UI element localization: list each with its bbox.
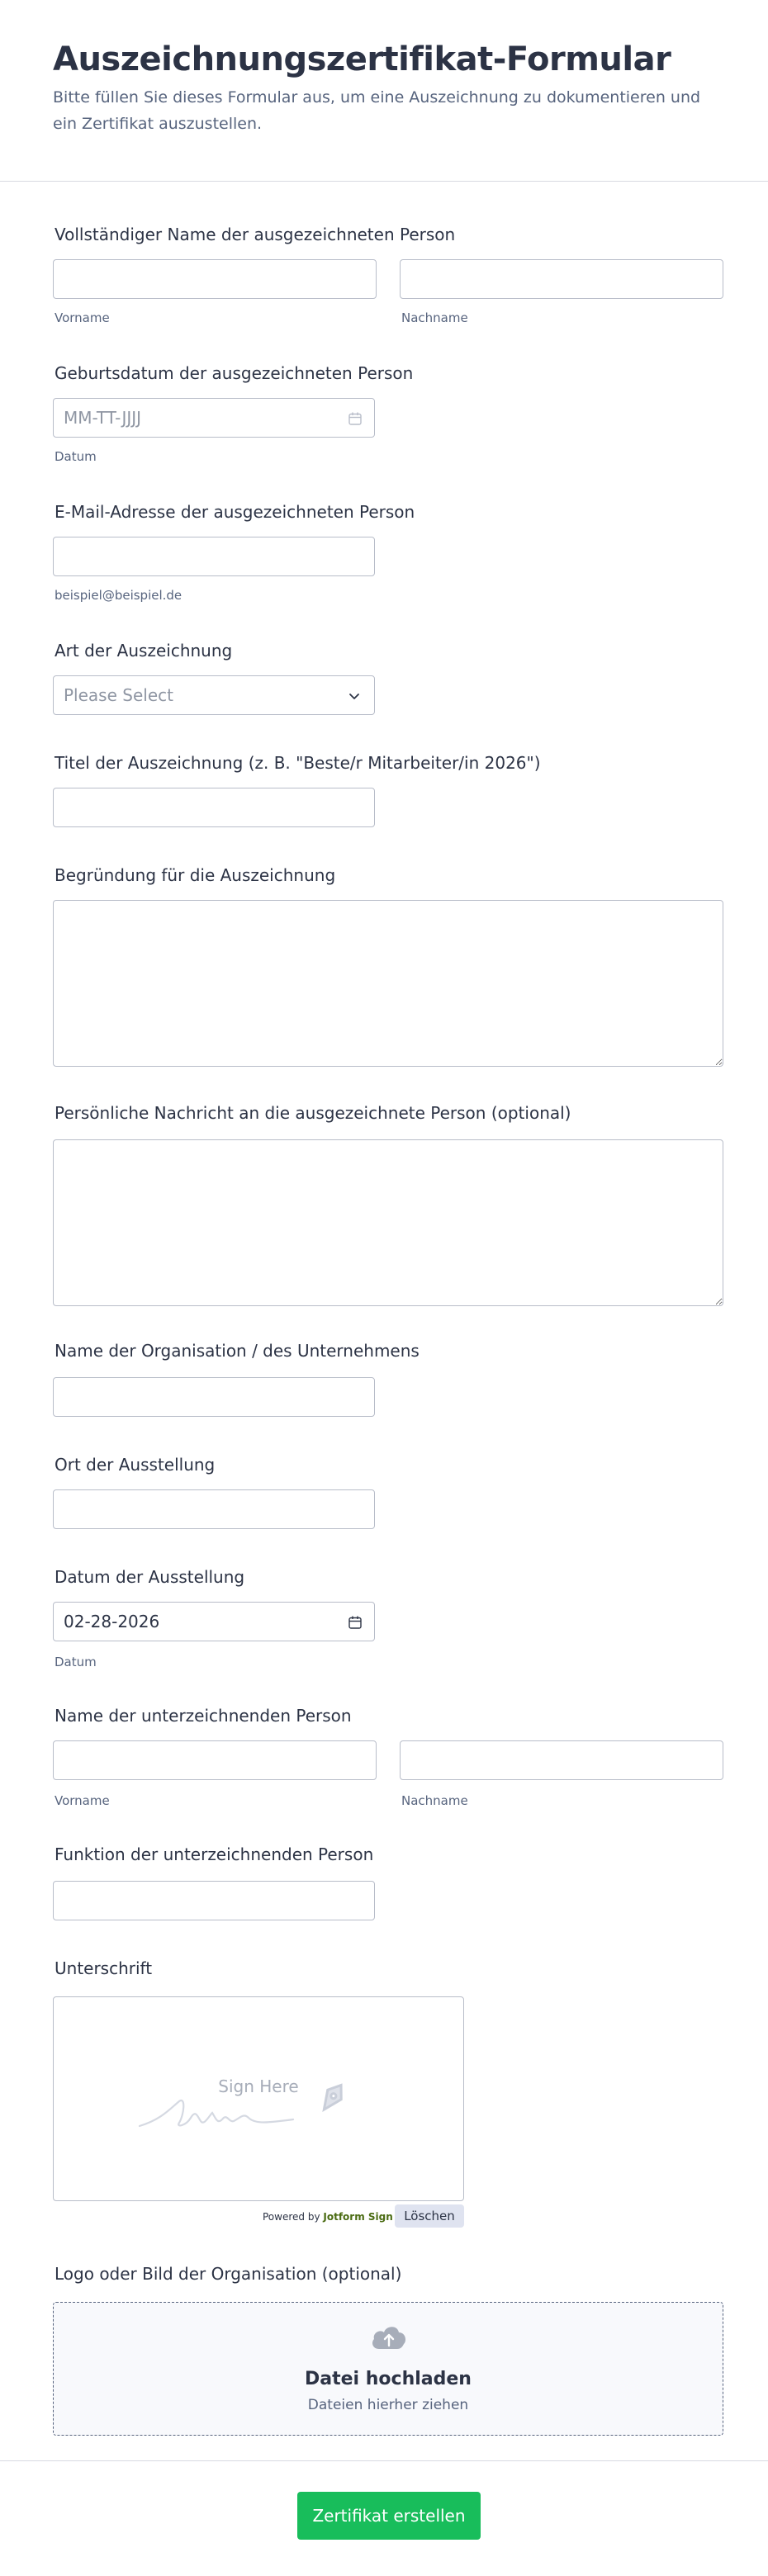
message-textarea[interactable] bbox=[53, 1139, 723, 1306]
file-upload-dropzone[interactable] bbox=[53, 2302, 723, 2436]
email-label: E-Mail-Adresse der ausgezeichneten Person bbox=[55, 502, 415, 522]
email-input[interactable] bbox=[53, 537, 375, 576]
powered-prefix: Powered by bbox=[263, 2211, 324, 2223]
reason-textarea[interactable] bbox=[53, 900, 723, 1067]
email-sublabel: beispiel@beispiel.de bbox=[55, 588, 183, 603]
signer-first-name-input[interactable] bbox=[53, 1740, 377, 1780]
birth-date-label: Geburtsdatum der ausgezeichneten Person bbox=[55, 363, 414, 383]
chevron-down-icon bbox=[346, 688, 363, 704]
issue-date-input[interactable] bbox=[53, 1602, 375, 1641]
awardee-first-name-input[interactable] bbox=[53, 259, 377, 299]
award-type-selected: Please Select bbox=[64, 685, 173, 705]
award-title-label: Titel der Auszeichnung (z. B. "Beste/r Mitarbeiter/in 2026") bbox=[55, 753, 541, 773]
footer-divider bbox=[0, 2460, 768, 2461]
signature-label: Unterschrift bbox=[55, 1958, 153, 1978]
signer-role-label: Funktion der unterzeichnenden Person bbox=[55, 1844, 374, 1864]
signer-last-name-input[interactable] bbox=[400, 1740, 723, 1780]
form-header bbox=[0, 0, 768, 182]
awardee-name-label: Vollständiger Name der ausgezeichneten Person bbox=[55, 225, 456, 244]
award-title-input[interactable] bbox=[53, 788, 375, 827]
organization-input[interactable] bbox=[53, 1377, 375, 1417]
calendar-icon[interactable] bbox=[348, 1615, 363, 1630]
organization-label: Name der Organisation / des Unternehmens bbox=[55, 1341, 420, 1361]
signer-last-name-sublabel: Nachname bbox=[401, 1793, 468, 1808]
message-label: Persönliche Nachricht an die ausgezeichnete Person (optional) bbox=[55, 1103, 571, 1123]
signer-name-label: Name der unterzeichnenden Person bbox=[55, 1706, 352, 1726]
awardee-last-name-input[interactable] bbox=[400, 259, 723, 299]
upload-title: Datei hochladen bbox=[305, 2369, 472, 2389]
issue-date-value: 02-28-2026 bbox=[64, 1612, 160, 1631]
powered-by-text bbox=[263, 2211, 393, 2223]
issue-date-label: Datum der Ausstellung bbox=[55, 1567, 245, 1587]
awardee-first-name-sublabel: Vorname bbox=[55, 310, 110, 325]
page-title: Auszeichnungszertifikat-Formular bbox=[53, 40, 671, 78]
award-type-label: Art der Auszeichnung bbox=[55, 641, 233, 661]
powered-brand: Jotform Sign bbox=[323, 2211, 393, 2223]
birth-date-placeholder: MM-TT-JJJJ bbox=[64, 408, 142, 428]
reason-label: Begründung für die Auszeichnung bbox=[55, 865, 336, 885]
signature-pad[interactable] bbox=[53, 1996, 464, 2201]
signer-first-name-sublabel: Vorname bbox=[55, 1793, 110, 1808]
clear-signature-button[interactable]: Löschen bbox=[395, 2204, 464, 2228]
page-subtitle: Bitte füllen Sie dieses Formular aus, um eine Auszeichnung zu dokumentieren und ein Zertifikat auszustellen. bbox=[53, 88, 701, 133]
signature-scribble-icon bbox=[136, 2076, 376, 2134]
place-input[interactable] bbox=[53, 1489, 375, 1529]
place-label: Ort der Ausstellung bbox=[55, 1455, 216, 1475]
award-type-select[interactable] bbox=[53, 675, 375, 715]
cloud-upload-icon bbox=[369, 2323, 409, 2352]
signature-placeholder: Sign Here bbox=[218, 2076, 299, 2096]
issue-date-sublabel: Datum bbox=[55, 1655, 97, 1669]
birth-date-sublabel: Datum bbox=[55, 449, 97, 464]
submit-button[interactable]: Zertifikat erstellen bbox=[297, 2492, 481, 2540]
logo-label: Logo oder Bild der Organisation (optional) bbox=[55, 2264, 402, 2284]
signer-role-input[interactable] bbox=[53, 1881, 375, 1920]
upload-subtitle: Dateien hierher ziehen bbox=[307, 2397, 469, 2413]
awardee-last-name-sublabel: Nachname bbox=[401, 310, 468, 325]
calendar-icon[interactable] bbox=[348, 411, 363, 426]
birth-date-input[interactable] bbox=[53, 398, 375, 438]
